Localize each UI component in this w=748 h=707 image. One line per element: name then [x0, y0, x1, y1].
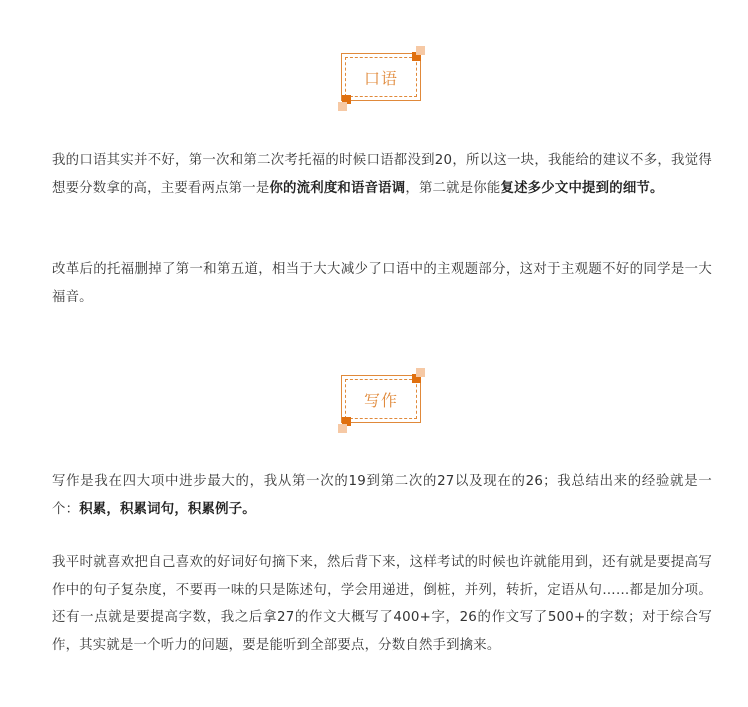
paragraph-speaking-1 — [52, 147, 712, 202]
section-badge-speaking — [341, 53, 421, 101]
paragraph-text: 我的口语其实并不好，第一次和第二次考托福的时候口语都没到20，所以这一块，我能给的建议不多，我觉得想要分数拿的高，主要看两点第一是 — [52, 153, 712, 196]
section-title-speaking: 口语 — [345, 57, 417, 97]
badge-corner-icon — [416, 368, 425, 377]
paragraph-writing-2: 我平时就喜欢把自己喜欢的好词好句摘下来，然后背下来，这样考试的时候也许就能用到，还有就是要提高写作中的句子复杂度，不要再一味的只是陈述句，学会用递进，倒桩，并列，转折，定语从句……都是加分项。还有一点就是要提高字数，我之后拿27的作文大概写了400+字，26的作文写了500+的字数；对于综合写作，其实就是一个听力的问题，要是能听到全部要点，分数自然手到擒来。 — [52, 555, 712, 653]
paragraph-text: 写作是我在四大项中进步最大的，我从第一次的19到第二次的27以及现在的26；我总结出来的经验就是一个： — [52, 474, 712, 517]
badge-corner-icon — [338, 424, 347, 433]
paragraph-writing-1 — [52, 468, 712, 523]
paragraph-speaking-2: 改革后的托福删掉了第一和第五道，相当于大大减少了口语中的主观题部分，这对于主观题不好的同学是一大福音。 — [52, 262, 712, 305]
badge-corner-icon — [338, 102, 347, 111]
section-title-writing: 写作 — [345, 379, 417, 419]
bold-text: 复述多少文中提到的细节。 — [500, 180, 664, 196]
section-badge-writing — [341, 375, 421, 423]
bold-text: 你的流利度和语音语调 — [269, 180, 406, 196]
bold-text: 积累，积累词句，积累例子。 — [79, 501, 256, 517]
badge-corner-icon — [416, 46, 425, 55]
paragraph-text: ，第二就是你能 — [405, 180, 501, 196]
